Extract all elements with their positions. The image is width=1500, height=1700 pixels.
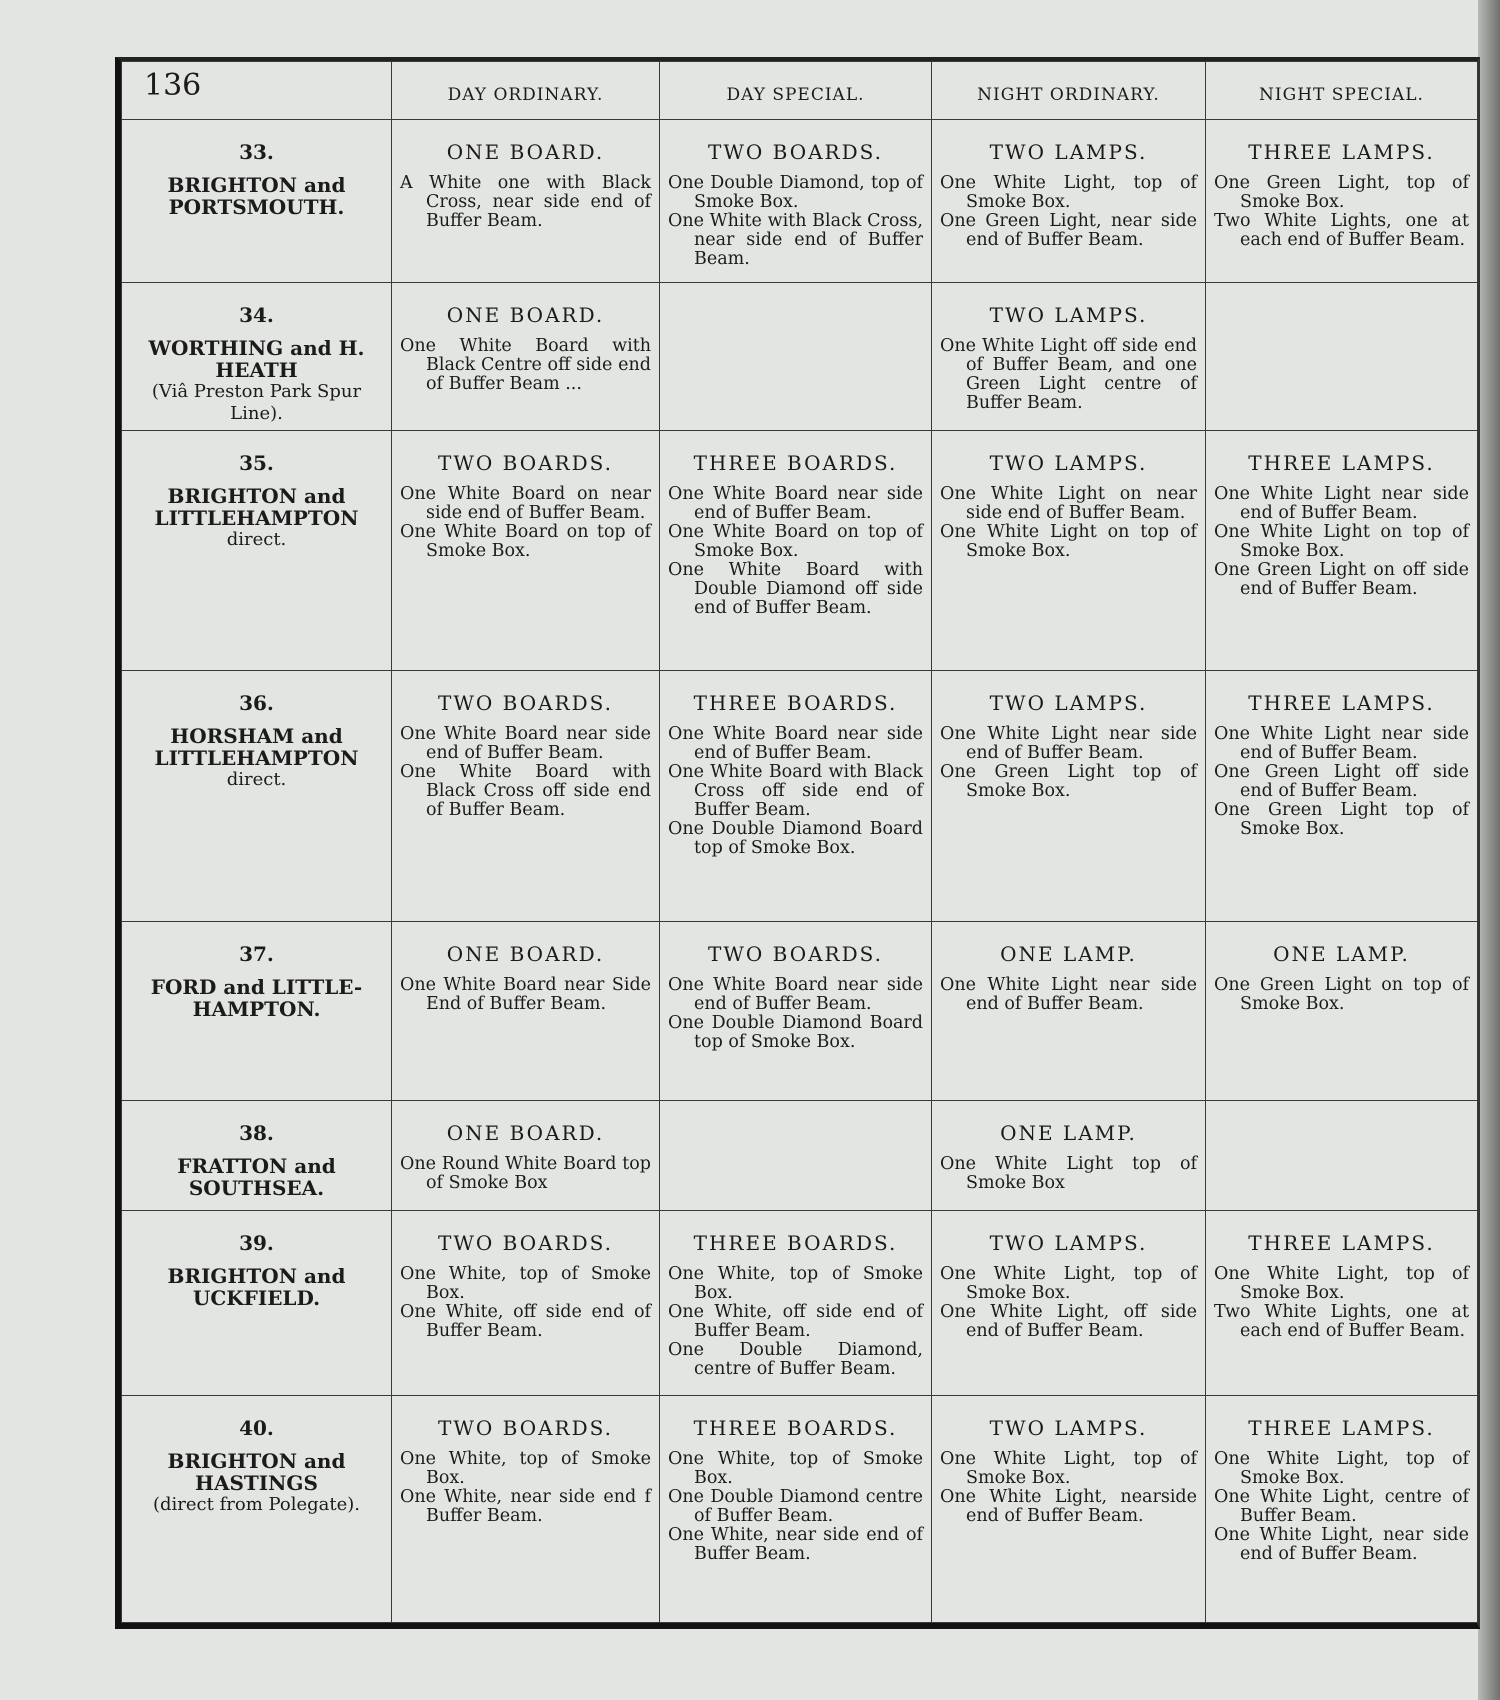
signal-description-list bbox=[668, 1450, 923, 1564]
route-number: 37. bbox=[239, 942, 274, 967]
signal-description: One Double Diamond, top of Smoke Box. bbox=[668, 173, 923, 212]
signal-description-list bbox=[400, 1265, 651, 1341]
route-cell bbox=[122, 430, 392, 671]
signal-description: One White Light, top of Smoke Box. bbox=[1214, 1449, 1469, 1489]
route-number: 39. bbox=[239, 1230, 274, 1255]
signal-cell-day-special bbox=[660, 671, 932, 922]
signal-cell-night-special bbox=[1206, 1100, 1478, 1210]
signal-description: One White, near side end f Buffer Beam. bbox=[400, 1487, 651, 1527]
signal-heading: THREE LAMPS. bbox=[1248, 691, 1435, 716]
signal-description: One White, off side end of Buffer Beam. bbox=[668, 1301, 923, 1341]
signal-description: One White Light on top of Smoke Box. bbox=[1214, 521, 1469, 561]
signal-description-list bbox=[1214, 725, 1469, 839]
route-cell bbox=[122, 283, 392, 430]
signal-description: One Green Light top of Smoke Box. bbox=[940, 762, 1197, 802]
route-name bbox=[130, 1450, 383, 1516]
signal-cell-night-ordinary bbox=[932, 1210, 1206, 1395]
signal-description: A White one with Black Cross, near side end of Buffer Beam. bbox=[400, 173, 651, 231]
signal-description-list bbox=[940, 725, 1197, 801]
signal-description: One Double Diamond, centre of Buffer Beam. bbox=[668, 1339, 923, 1379]
signal-cell-night-special bbox=[1206, 1396, 1478, 1623]
route-title: FRATTON and SOUTHSEA. bbox=[177, 1153, 336, 1200]
signal-heading: THREE BOARDS. bbox=[693, 691, 898, 716]
signal-description-list bbox=[940, 1155, 1197, 1193]
route-cell bbox=[122, 1210, 392, 1395]
signal-description: One White Light, centre of Buffer Beam. bbox=[1214, 1487, 1469, 1527]
signal-description: One White Board on near side end of Buffer Beam. bbox=[400, 483, 651, 523]
route-cell bbox=[122, 1100, 392, 1210]
route-title: BRIGHTON and UCKFIELD. bbox=[167, 1263, 346, 1310]
signal-cell-night-ordinary bbox=[932, 430, 1206, 671]
signal-description: One White Board near side end of Buffer Beam. bbox=[668, 483, 923, 523]
signal-cell-night-ordinary bbox=[932, 922, 1206, 1100]
table-row bbox=[122, 1396, 1478, 1623]
signal-cell-night-special bbox=[1206, 430, 1478, 671]
signal-cell-night-special bbox=[1206, 922, 1478, 1100]
signal-cell-day-ordinary bbox=[392, 922, 660, 1100]
signal-description-list bbox=[668, 725, 923, 858]
signal-cell-night-special bbox=[1206, 1210, 1478, 1395]
signal-heading: THREE BOARDS. bbox=[693, 1416, 898, 1441]
route-name bbox=[130, 976, 383, 1020]
signal-description: One White, top of Smoke Box. bbox=[668, 1449, 923, 1489]
signal-description: One White Light, top of Smoke Box. bbox=[940, 1263, 1197, 1303]
route-note: direct. bbox=[226, 528, 287, 550]
signal-cell-day-special bbox=[660, 430, 932, 671]
route-note: (direct from Polegate). bbox=[153, 1494, 360, 1516]
signal-description: One Double Diamond Board top of Smoke Box. bbox=[668, 819, 923, 859]
signal-heading: TWO BOARDS. bbox=[708, 140, 883, 164]
signal-description: One White Light, off side end of Buffer Beam. bbox=[940, 1301, 1197, 1341]
signal-description-list bbox=[400, 725, 651, 820]
signal-description: One White with Black Cross, near side end of Buffer Beam. bbox=[668, 211, 923, 269]
signal-heading: THREE BOARDS. bbox=[693, 1230, 898, 1255]
table-row bbox=[122, 922, 1478, 1100]
signal-description: One White Light near side end of Buffer Beam. bbox=[940, 975, 1197, 1015]
signal-description-list bbox=[940, 174, 1197, 250]
signal-description: One Green Light, near side end of Buffer Beam. bbox=[940, 211, 1197, 250]
signal-description: One Green Light off side end of Buffer Beam. bbox=[1214, 762, 1469, 802]
table-body bbox=[122, 120, 1478, 1623]
route-title: BRIGHTON and HASTINGS bbox=[167, 1449, 346, 1496]
signal-cell-day-ordinary bbox=[392, 430, 660, 671]
signal-description-list bbox=[400, 1450, 651, 1526]
signal-heading: TWO BOARDS. bbox=[438, 691, 613, 716]
signal-cell-day-ordinary bbox=[392, 283, 660, 430]
signal-cell-night-special bbox=[1206, 283, 1478, 430]
signal-description: One White Light, nearside end of Buffer Beam. bbox=[940, 1487, 1197, 1527]
signal-heading: TWO LAMPS. bbox=[989, 303, 1148, 328]
signal-description-list bbox=[668, 485, 923, 618]
signal-heading: TWO LAMPS. bbox=[989, 1230, 1148, 1255]
signal-heading: THREE BOARDS. bbox=[693, 450, 898, 475]
signal-description-list bbox=[940, 1450, 1197, 1526]
signal-description: One White Board near side end of Buffer Beam. bbox=[668, 975, 923, 1015]
signal-description-list bbox=[668, 174, 923, 269]
signal-description-list bbox=[1214, 1265, 1469, 1341]
signal-description: One Round White Board top of Smoke Box bbox=[400, 1153, 651, 1193]
route-number: 35. bbox=[239, 450, 274, 475]
signal-cell-day-special bbox=[660, 1396, 932, 1623]
signal-cell-night-ordinary bbox=[932, 671, 1206, 922]
signal-heading: THREE LAMPS. bbox=[1248, 450, 1435, 475]
signal-heading: TWO BOARDS. bbox=[438, 1230, 613, 1255]
signal-heading: TWO LAMPS. bbox=[989, 691, 1148, 716]
route-number: 33. bbox=[239, 140, 274, 164]
signal-cell-day-special bbox=[660, 1210, 932, 1395]
table-row bbox=[122, 1210, 1478, 1395]
route-title: WORTHING and H. HEATH bbox=[148, 336, 365, 383]
signal-description-list bbox=[1214, 485, 1469, 599]
signal-heading: ONE BOARD. bbox=[446, 942, 605, 967]
route-title: BRIGHTON and PORTSMOUTH. bbox=[167, 173, 346, 219]
route-title: HORSHAM and LITTLEHAMPTON bbox=[154, 724, 359, 771]
signal-description-list bbox=[400, 174, 651, 231]
signal-description: One Double Diamond Board top of Smoke Box. bbox=[668, 1013, 923, 1053]
signal-description: One White Board on top of Smoke Box. bbox=[400, 521, 651, 561]
signal-description: One Green Light, top of Smoke Box. bbox=[1214, 173, 1469, 212]
route-number: 36. bbox=[239, 691, 274, 716]
signal-description-list bbox=[668, 1265, 923, 1379]
table-row bbox=[122, 283, 1478, 430]
route-name bbox=[130, 174, 383, 218]
route-name bbox=[130, 1155, 383, 1199]
signal-description-list bbox=[1214, 1450, 1469, 1564]
headcode-signal-table bbox=[121, 61, 1478, 1623]
signal-heading: TWO LAMPS. bbox=[989, 140, 1148, 164]
signal-description: One White Light, top of Smoke Box. bbox=[940, 1449, 1197, 1489]
signal-description: One White Board near side end of Buffer Beam. bbox=[668, 724, 923, 764]
signal-heading: ONE BOARD. bbox=[446, 140, 605, 164]
signal-cell-night-ordinary bbox=[932, 120, 1206, 283]
signal-cell-night-ordinary bbox=[932, 283, 1206, 430]
signal-cell-day-special bbox=[660, 283, 932, 430]
signal-cell-day-ordinary bbox=[392, 671, 660, 922]
signal-description-list bbox=[400, 976, 651, 1014]
signal-description: Two White Lights, one at each end of Buffer Beam. bbox=[1214, 211, 1469, 250]
signal-description: One White, near side end of Buffer Beam. bbox=[668, 1525, 923, 1565]
signal-description-list bbox=[940, 1265, 1197, 1341]
route-cell bbox=[122, 120, 392, 283]
signal-description: One White Light on top of Smoke Box. bbox=[940, 521, 1197, 561]
route-name bbox=[130, 725, 383, 791]
signal-description: One White, top of Smoke Box. bbox=[400, 1449, 651, 1489]
column-header-day-ordinary: DAY ORDINARY. bbox=[392, 62, 660, 120]
signal-description-list bbox=[400, 1155, 651, 1193]
signal-cell-day-ordinary bbox=[392, 120, 660, 283]
signal-description: One Green Light on top of Smoke Box. bbox=[1214, 975, 1469, 1015]
signal-description: One White, top of Smoke Box. bbox=[400, 1263, 651, 1303]
table-row bbox=[122, 120, 1478, 283]
route-number: 34. bbox=[239, 303, 274, 328]
signal-description: One White, top of Smoke Box. bbox=[668, 1263, 923, 1303]
signal-description: One Green Light top of Smoke Box. bbox=[1214, 800, 1469, 840]
signal-heading: TWO BOARDS. bbox=[438, 1416, 613, 1441]
signal-description-list bbox=[940, 485, 1197, 561]
signal-description-list bbox=[1214, 174, 1469, 250]
signal-heading: ONE BOARD. bbox=[446, 1120, 605, 1145]
signal-description: One White Board near Side End of Buffer Beam. bbox=[400, 975, 651, 1015]
page-number: 136 bbox=[122, 62, 392, 120]
signal-cell-day-special bbox=[660, 1100, 932, 1210]
signal-description: One White Board with Black Cross off side end of Buffer Beam. bbox=[400, 762, 651, 821]
signal-description: One White Board with Double Diamond off side end of Buffer Beam. bbox=[668, 559, 923, 618]
signal-description: One White Light near side end of Buffer Beam. bbox=[1214, 483, 1469, 523]
signal-description-list bbox=[668, 976, 923, 1052]
signal-cell-day-ordinary bbox=[392, 1100, 660, 1210]
signal-description: One White Light off side end of Buffer Beam, and one Green Light centre of Buffer Beam. bbox=[940, 336, 1197, 414]
signal-description: Two White Lights, one at each end of Buffer Beam. bbox=[1214, 1301, 1469, 1341]
header-row bbox=[122, 62, 1478, 120]
signal-cell-night-ordinary bbox=[932, 1396, 1206, 1623]
signal-description: One White Light on near side end of Buffer Beam. bbox=[940, 483, 1197, 523]
signal-cell-day-ordinary bbox=[392, 1210, 660, 1395]
route-title: FORD and LITTLE-HAMPTON. bbox=[150, 975, 363, 1022]
signal-description: One White Light, top of Smoke Box. bbox=[940, 173, 1197, 212]
signal-description-list bbox=[1214, 976, 1469, 1014]
signal-description-list bbox=[400, 485, 651, 561]
route-note: (Viâ Preston Park Spur Line). bbox=[151, 381, 362, 425]
page-gutter-shadow bbox=[1478, 0, 1500, 1700]
signal-heading: ONE LAMP. bbox=[1000, 942, 1137, 967]
signal-heading: TWO BOARDS. bbox=[438, 450, 613, 475]
signal-cell-night-special bbox=[1206, 120, 1478, 283]
column-header-day-special: DAY SPECIAL. bbox=[660, 62, 932, 120]
signal-description: One White Light, top of Smoke Box. bbox=[1214, 1263, 1469, 1303]
route-title: BRIGHTON and LITTLEHAMPTON bbox=[154, 483, 359, 530]
signal-description: One White Board with Black Centre off side end of Buffer Beam ... bbox=[400, 336, 651, 395]
signal-cell-day-special bbox=[660, 120, 932, 283]
signal-cell-day-ordinary bbox=[392, 1396, 660, 1623]
signal-cell-day-special bbox=[660, 922, 932, 1100]
table-row bbox=[122, 671, 1478, 922]
column-header-night-special: NIGHT SPECIAL. bbox=[1206, 62, 1478, 120]
signal-description: One White Light near side end of Buffer Beam. bbox=[940, 724, 1197, 764]
route-number: 40. bbox=[239, 1416, 274, 1441]
route-number: 38. bbox=[239, 1120, 274, 1145]
signal-heading: TWO LAMPS. bbox=[989, 450, 1148, 475]
table-row bbox=[122, 1100, 1478, 1210]
signal-heading: TWO BOARDS. bbox=[708, 942, 883, 967]
signal-heading: THREE LAMPS. bbox=[1248, 140, 1435, 164]
route-cell bbox=[122, 1396, 392, 1623]
route-cell bbox=[122, 671, 392, 922]
signal-description: One White Light near side end of Buffer Beam. bbox=[1214, 724, 1469, 764]
signal-heading: THREE LAMPS. bbox=[1248, 1416, 1435, 1441]
table-row bbox=[122, 430, 1478, 671]
signal-description-list bbox=[940, 337, 1197, 413]
signal-description: One Green Light on off side end of Buffer Beam. bbox=[1214, 559, 1469, 599]
signal-description: One White Board on top of Smoke Box. bbox=[668, 521, 923, 561]
signal-heading: ONE BOARD. bbox=[446, 303, 605, 328]
signal-heading: ONE LAMP. bbox=[1000, 1120, 1137, 1145]
signal-description: One White Light, near side end of Buffer Beam. bbox=[1214, 1525, 1469, 1565]
signal-description: One White, off side end of Buffer Beam. bbox=[400, 1301, 651, 1341]
column-header-night-ordinary: NIGHT ORDINARY. bbox=[932, 62, 1206, 120]
route-note: direct. bbox=[226, 769, 287, 791]
route-cell bbox=[122, 922, 392, 1100]
signal-description: One Double Diamond centre of Buffer Beam. bbox=[668, 1487, 923, 1527]
route-name bbox=[130, 485, 383, 551]
signal-description: One White Light top of Smoke Box bbox=[940, 1153, 1197, 1193]
signal-description: One White Board with Black Cross off side end of Buffer Beam. bbox=[668, 762, 923, 821]
signal-description-list bbox=[940, 976, 1197, 1014]
signal-heading: TWO LAMPS. bbox=[989, 1416, 1148, 1441]
signal-cell-night-ordinary bbox=[932, 1100, 1206, 1210]
signal-description-list bbox=[400, 337, 651, 394]
route-name bbox=[130, 337, 383, 425]
signal-heading: THREE LAMPS. bbox=[1248, 1230, 1435, 1255]
signal-description: One White Board near side end of Buffer Beam. bbox=[400, 724, 651, 764]
signal-heading: ONE LAMP. bbox=[1273, 942, 1410, 967]
signal-cell-night-special bbox=[1206, 671, 1478, 922]
route-name bbox=[130, 1265, 383, 1309]
